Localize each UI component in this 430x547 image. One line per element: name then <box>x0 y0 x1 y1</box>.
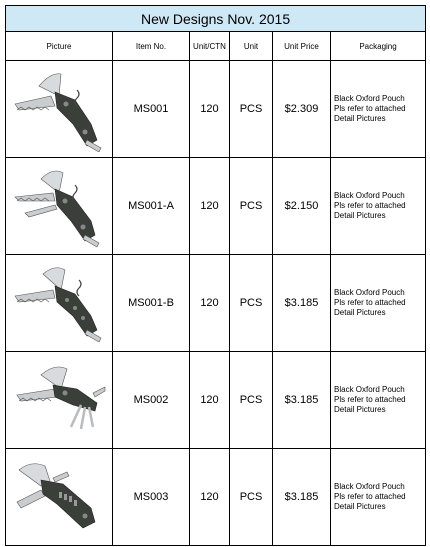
packaging-line: Pls refer to attached <box>334 492 406 501</box>
packaging-line: Black Oxford Pouch <box>334 288 405 297</box>
product-sheet <box>5 5 425 546</box>
unit: PCS <box>230 255 273 352</box>
header-unit: Unit <box>230 32 273 61</box>
multitool-knife-image <box>11 357 107 443</box>
packaging-line: Detail Pictures <box>334 211 386 220</box>
packaging-line: Pls refer to attached <box>334 201 406 210</box>
item-no: MS001-B <box>113 255 190 352</box>
packaging-line: Pls refer to attached <box>334 298 406 307</box>
packaging-line: Detail Pictures <box>334 114 386 123</box>
packaging-line: Detail Pictures <box>334 308 386 317</box>
unit-price: $2.150 <box>273 158 331 255</box>
unit-price: $3.185 <box>273 352 331 449</box>
product-picture <box>6 352 113 449</box>
header-row <box>6 32 426 61</box>
unit-ctn: 120 <box>190 255 230 352</box>
header-unit-ctn: Unit/CTN <box>190 32 230 61</box>
multitool-knife-image <box>11 454 107 540</box>
item-no: MS001-A <box>113 158 190 255</box>
header-packaging: Packaging <box>331 32 426 61</box>
packaging-line: Black Oxford Pouch <box>334 385 405 394</box>
product-picture <box>6 61 113 158</box>
product-table <box>5 5 426 546</box>
table-title: New Designs Nov. 2015 <box>6 6 426 32</box>
table-row <box>6 255 426 352</box>
unit-price: $3.185 <box>273 255 331 352</box>
product-picture <box>6 449 113 546</box>
packaging-line: Pls refer to attached <box>334 104 406 113</box>
unit-ctn: 120 <box>190 352 230 449</box>
header-unit-price: Unit Price <box>273 32 331 61</box>
unit-ctn: 120 <box>190 61 230 158</box>
multitool-knife-image <box>11 260 107 346</box>
packaging <box>331 255 426 352</box>
item-no: MS002 <box>113 352 190 449</box>
unit: PCS <box>230 449 273 546</box>
multitool-knife-image <box>11 66 107 152</box>
product-picture <box>6 158 113 255</box>
item-no: MS001 <box>113 61 190 158</box>
packaging-line: Detail Pictures <box>334 405 386 414</box>
packaging-line: Detail Pictures <box>334 502 386 511</box>
table-row <box>6 449 426 546</box>
packaging-line: Black Oxford Pouch <box>334 482 405 491</box>
unit: PCS <box>230 352 273 449</box>
packaging <box>331 61 426 158</box>
packaging-line: Black Oxford Pouch <box>334 191 405 200</box>
header-item-no: Item No. <box>113 32 190 61</box>
packaging <box>331 352 426 449</box>
table-row <box>6 61 426 158</box>
unit-price: $2.309 <box>273 61 331 158</box>
unit: PCS <box>230 61 273 158</box>
table-row <box>6 352 426 449</box>
multitool-knife-image <box>11 163 107 249</box>
item-no: MS003 <box>113 449 190 546</box>
unit: PCS <box>230 158 273 255</box>
packaging-line: Black Oxford Pouch <box>334 94 405 103</box>
unit-ctn: 120 <box>190 158 230 255</box>
unit-ctn: 120 <box>190 449 230 546</box>
header-picture: Picture <box>6 32 113 61</box>
product-picture <box>6 255 113 352</box>
table-row <box>6 158 426 255</box>
packaging <box>331 449 426 546</box>
packaging <box>331 158 426 255</box>
unit-price: $3.185 <box>273 449 331 546</box>
packaging-line: Pls refer to attached <box>334 395 406 404</box>
